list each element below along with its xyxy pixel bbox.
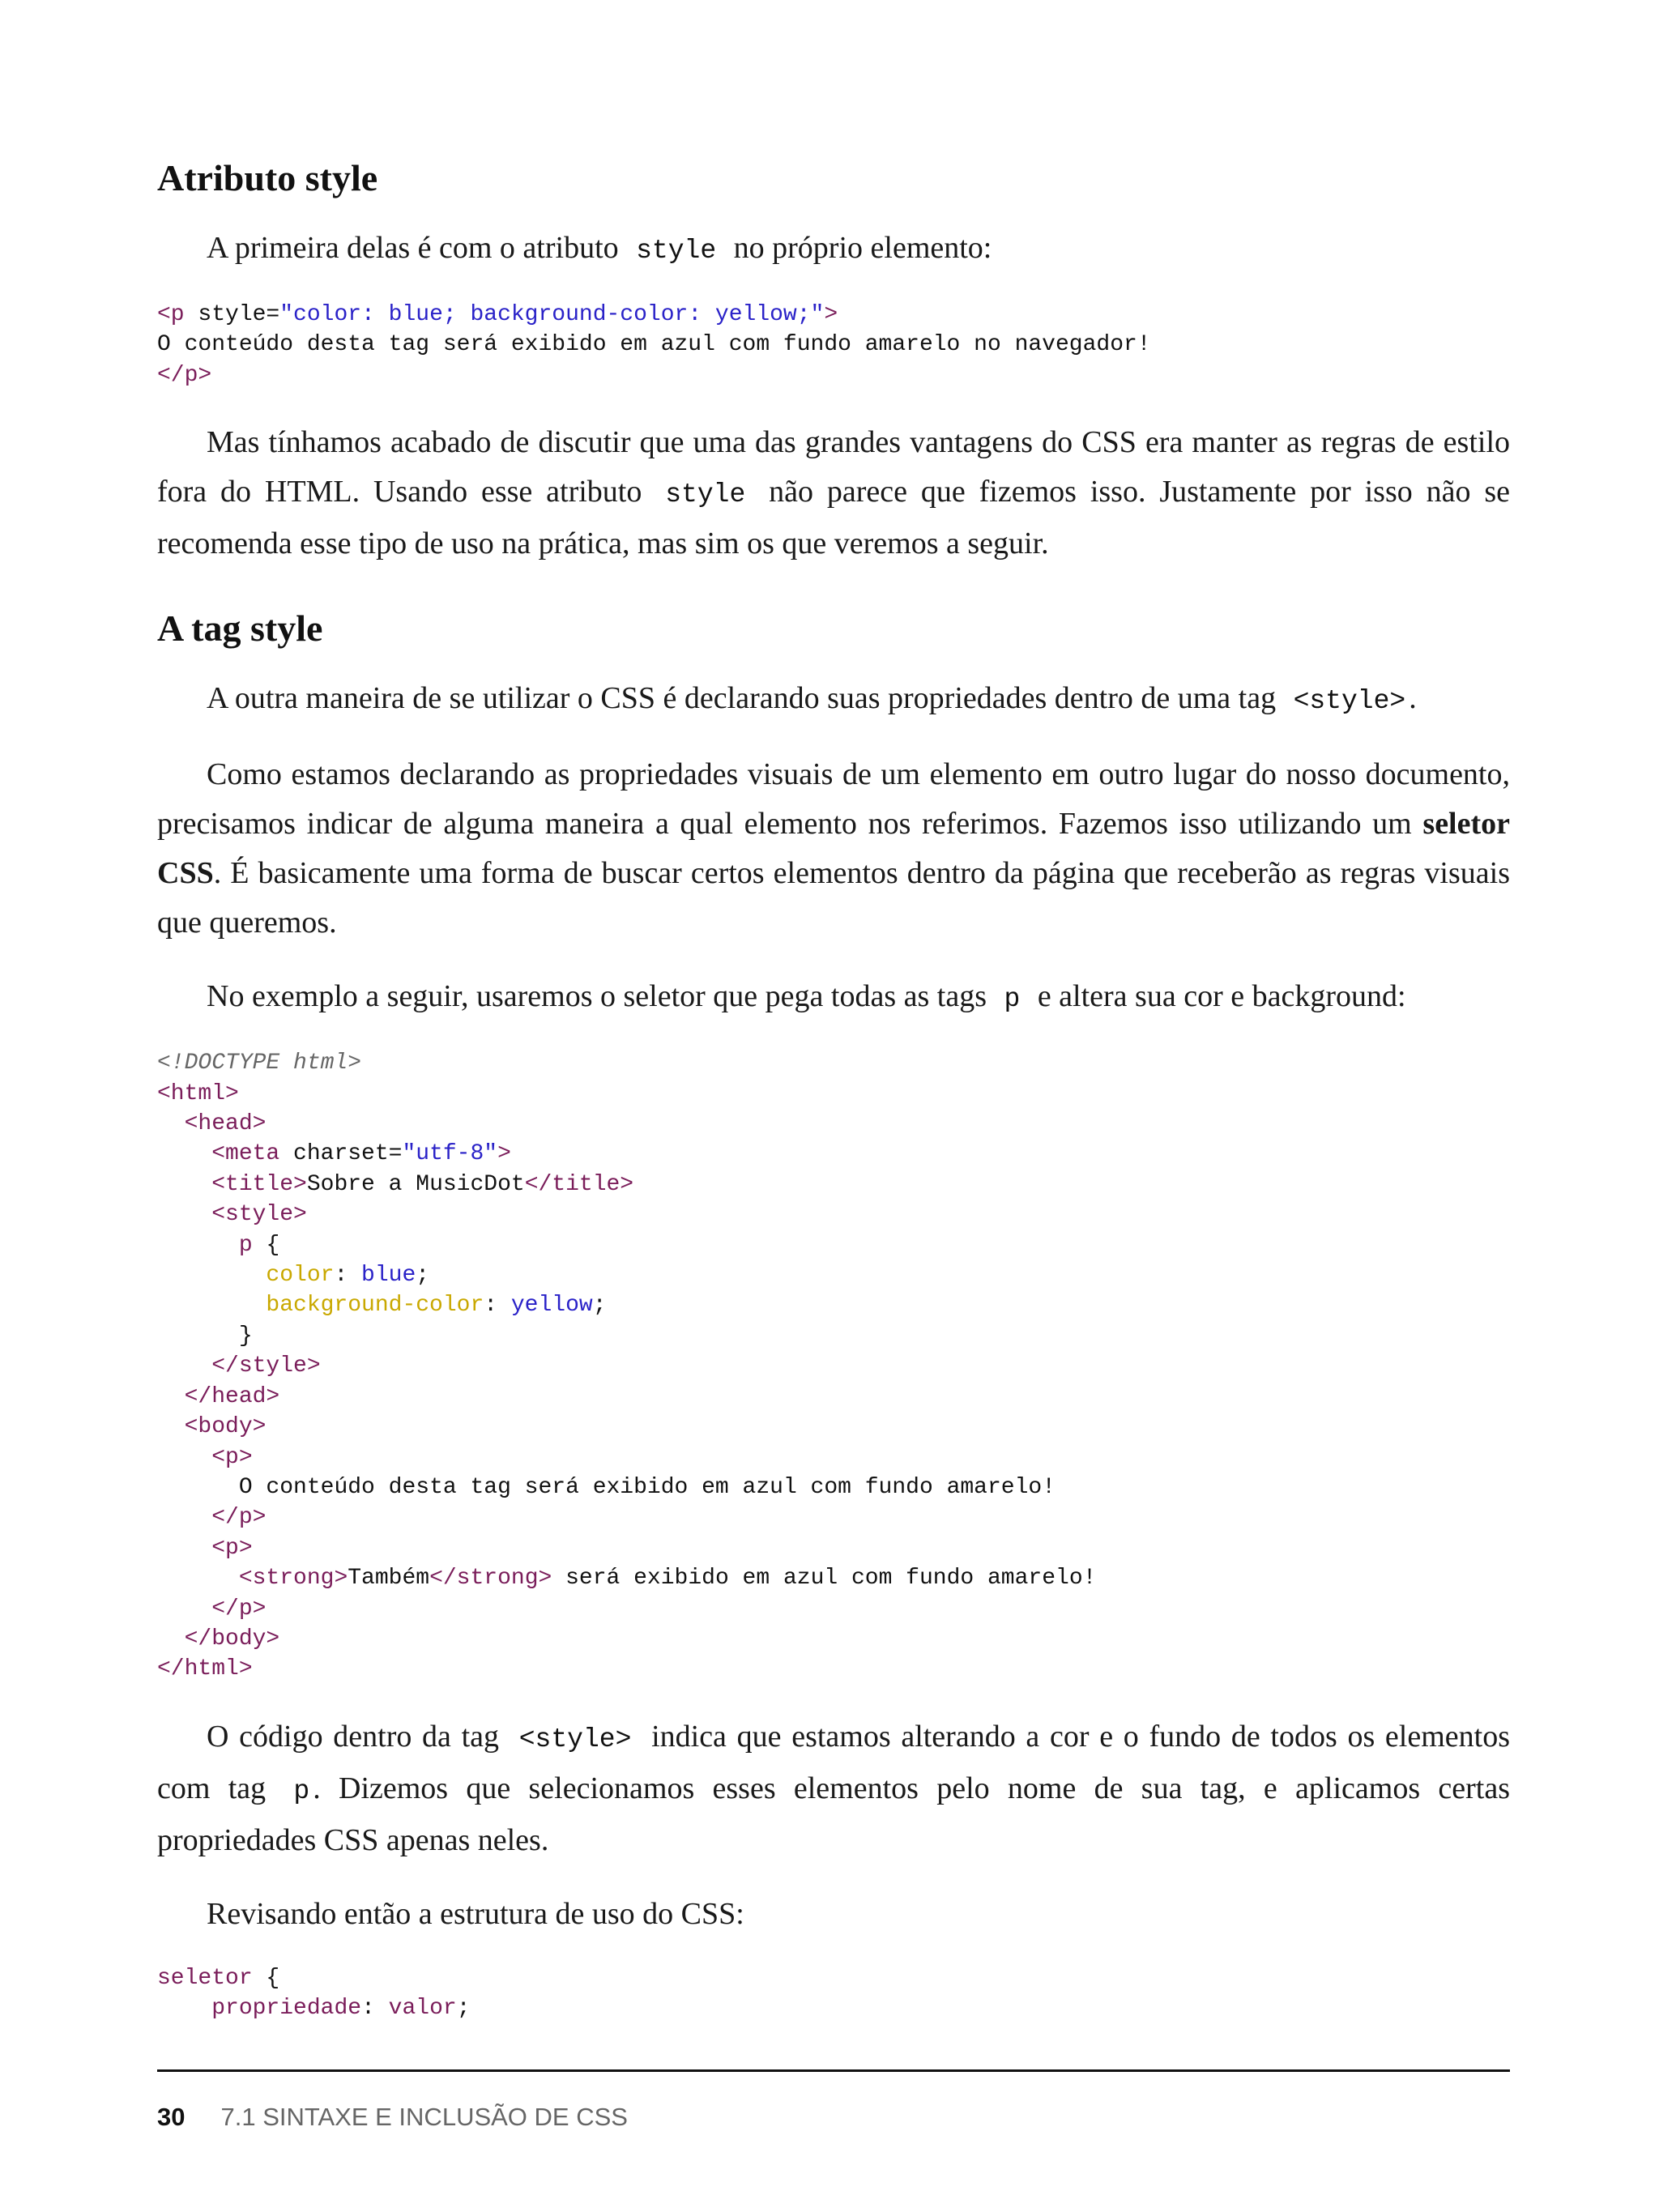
code-brace: }: [238, 1323, 253, 1349]
code-attr: style=: [184, 302, 280, 327]
code-brace: {: [252, 1965, 280, 1991]
code-tag: >: [497, 1141, 511, 1167]
code-brace: {: [252, 1232, 280, 1258]
code-tag: <p>: [211, 1444, 253, 1470]
code-tag: </p>: [211, 1505, 267, 1531]
page-content: [157, 154, 1510, 2052]
code-colon: :: [361, 1996, 389, 2022]
code-semicolon: ;: [592, 1293, 607, 1319]
code-text: Sobre a MusicDot: [306, 1171, 525, 1197]
code-value: blue: [361, 1263, 416, 1289]
code-value: valor: [388, 1996, 457, 2022]
inline-code-style-tag: <style>: [518, 1724, 632, 1754]
code-tag: </strong>: [429, 1566, 552, 1592]
text: indica que estamos alterando a cor e o fundo de todos os elementos com tag: [157, 1719, 1510, 1805]
text: Como estamos declarando as propriedades visuais de um elemento em outro lugar do nosso documento, precisamos indicar de alguma maneira a qual elemento nos referimos. Fazemos isso utilizando um: [157, 757, 1510, 842]
text: e altera sua cor e background:: [1037, 979, 1406, 1014]
code-tag: </style>: [211, 1353, 321, 1379]
text: O código dentro da tag: [207, 1719, 500, 1754]
paragraph-tag-intro: [157, 674, 1510, 726]
code-doctype: <!DOCTYPE html>: [157, 1051, 362, 1076]
code-text: Também: [348, 1566, 430, 1592]
text: A outra maneira de se utilizar o CSS é declarando suas propriedades dentro de uma tag: [207, 681, 1277, 716]
code-attr-value: "color: blue; background-color: yellow;": [279, 302, 825, 327]
inline-code-p: p: [1004, 984, 1021, 1015]
code-tag: <style>: [211, 1202, 307, 1228]
code-tag: <html>: [157, 1080, 239, 1106]
paragraph-attr-critique: [157, 418, 1510, 569]
heading-atributo-style: Atributo style: [157, 157, 378, 198]
code-tag: <body>: [184, 1414, 267, 1440]
code-colon: :: [334, 1263, 362, 1289]
bold-term: seletor CSS: [157, 807, 1511, 891]
inline-code-style: style: [636, 236, 717, 266]
code-semicolon: ;: [416, 1263, 430, 1289]
code-tag: <head>: [184, 1111, 267, 1137]
code-tag: >: [824, 302, 838, 327]
code-tag: <title>: [211, 1171, 307, 1197]
text: não parece que fizemos isso. Justamente por isso não se recomenda esse tipo de uso na prática, mas sim os que veremos a seguir.: [157, 475, 1511, 561]
code-block-style-tag: [157, 1048, 1510, 1685]
code-property: color: [266, 1263, 335, 1289]
code-tag: </html>: [157, 1656, 253, 1682]
code-text: O conteúdo desta tag será exibido em azul com fundo amarelo!: [238, 1474, 1056, 1500]
paragraph-selector-explanation: [157, 750, 1510, 948]
chapter-title: 7.1 SINTAXE E INCLUSÃO DE CSS: [220, 2103, 628, 2131]
footer-divider: [157, 2069, 1510, 2072]
code-tag: </title>: [524, 1171, 634, 1197]
code-text: será exibido em azul com fundo amarelo!: [552, 1566, 1097, 1592]
code-selector: seletor: [157, 1965, 253, 1991]
paragraph-review: Revisando então a estrutura de uso do CSS:: [207, 1896, 744, 1931]
code-semicolon: ;: [456, 1996, 471, 2022]
text: Mas tínhamos acabado de discutir que uma das grandes vantagens do CSS era manter as regras de estilo fora do HTML. Usando esse atributo: [157, 425, 1510, 509]
text: .: [1409, 681, 1417, 716]
code-tag: <strong>: [238, 1566, 348, 1592]
inline-code-style: style: [665, 479, 746, 510]
code-text: O conteúdo desta tag será exibido em azul com fundo amarelo no navegador!: [157, 332, 1151, 358]
code-property: propriedade: [211, 1996, 362, 2022]
code-tag: </p>: [157, 362, 212, 388]
code-tag: </body>: [184, 1626, 280, 1652]
text: No exemplo a seguir, usaremos o seletor que pega todas as tags: [207, 979, 987, 1014]
code-block-inline-style: [157, 300, 1510, 390]
code-selector: p: [238, 1232, 253, 1258]
text: . Dizemos que selecionamos esses elementos pelo nome de sua tag, e aplicamos certas propriedades CSS apenas neles.: [157, 1771, 1510, 1857]
code-tag: <p: [157, 302, 185, 327]
code-property: background-color: [266, 1293, 484, 1319]
paragraph-example-intro: [157, 972, 1510, 1024]
page-footer: [157, 2069, 1510, 2132]
code-value: yellow: [510, 1293, 593, 1319]
code-tag: </p>: [211, 1596, 267, 1622]
code-block-css-structure: [157, 1963, 1510, 2024]
text: A primeira delas é com o atributo: [207, 231, 619, 265]
code-attr-value: "utf-8": [402, 1141, 498, 1167]
inline-code-style-tag: <style>: [1293, 686, 1406, 717]
code-tag: <p>: [211, 1535, 253, 1561]
text: no próprio elemento:: [733, 231, 992, 265]
code-colon: :: [484, 1293, 511, 1319]
inline-code-p: p: [293, 1775, 310, 1806]
code-tag: </head>: [184, 1383, 280, 1409]
paragraph-style-tag-explanation: [157, 1712, 1510, 1865]
text: . É basicamente uma forma de buscar certos elementos dentro da página que receberão as regras visuais que queremos.: [157, 856, 1510, 940]
footer-row: [157, 2103, 1510, 2132]
code-attr: charset=: [279, 1141, 403, 1167]
paragraph-attr-intro: [157, 224, 1510, 275]
page-number: 30: [157, 2103, 186, 2131]
code-tag: <meta: [211, 1141, 280, 1167]
heading-tag-style: A tag style: [157, 607, 323, 650]
